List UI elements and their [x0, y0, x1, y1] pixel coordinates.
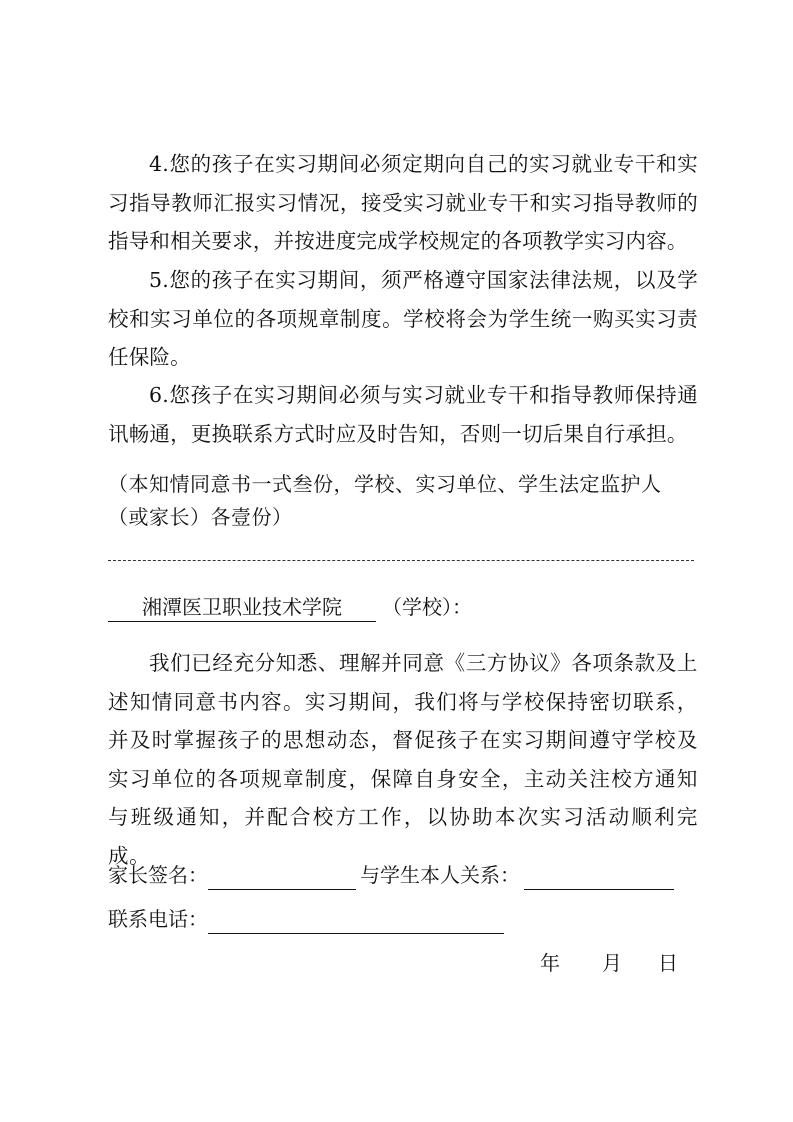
relationship-field[interactable] [524, 865, 674, 890]
relationship-label: 与学生本人关系： [360, 863, 520, 887]
phone-row [108, 904, 504, 934]
school-name: 湘潭医卫职业技术学院 [108, 593, 376, 622]
phone-field[interactable] [208, 909, 504, 934]
copies-note: （本知情同意书一式叁份，学校、实习单位、学生法定监护人（或家长）各壹份） [108, 472, 662, 529]
date-year-label: 年 [540, 951, 560, 975]
addressee-suffix: （学校）： [382, 595, 472, 619]
dashed-cut-line [108, 560, 694, 561]
clause-6: 6.您孩子在实习期间必须与实习就业专干和指导教师保持通讯畅通，更换联系方式时应及时告知，否则一切后果自行承担。 [108, 383, 698, 446]
clause-4: 4.您的孩子在实习期间必须定期向自己的实习就业专干和实习指导教师汇报实习情况，接受实习就业专干和实习指导教师的指导和相关要求，并按进度完成学校规定的各项教学实习内容。 [108, 152, 698, 253]
date-row [540, 948, 678, 978]
clause-5: 5.您的孩子在实习期间，须严格遵守国家法律法规，以及学校和实习单位的各项规章制度。学校将会为学生统一购买实习责任保险。 [108, 268, 698, 369]
addressee-line [108, 590, 472, 624]
date-month-label: 月 [602, 951, 622, 975]
consent-statement: 我们已经充分知悉、理解并同意《三方协议》各项条款及上述知情同意书内容。实习期间，我们将与学校保持密切联系，并及时掌握孩子的思想动态，督促孩子在实习期间遵守学校及实习单位的各项规章制度，保障自身安全，主动关注校方通知与班级通知，并配合校方工作，以协助本次实习活动顺利完成。 [108, 651, 698, 868]
parent-signature-label: 家长签名： [108, 863, 208, 887]
signature-row [108, 860, 674, 890]
phone-label: 联系电话： [108, 907, 208, 931]
parent-signature-field[interactable] [208, 865, 356, 890]
date-day-label: 日 [658, 951, 678, 975]
